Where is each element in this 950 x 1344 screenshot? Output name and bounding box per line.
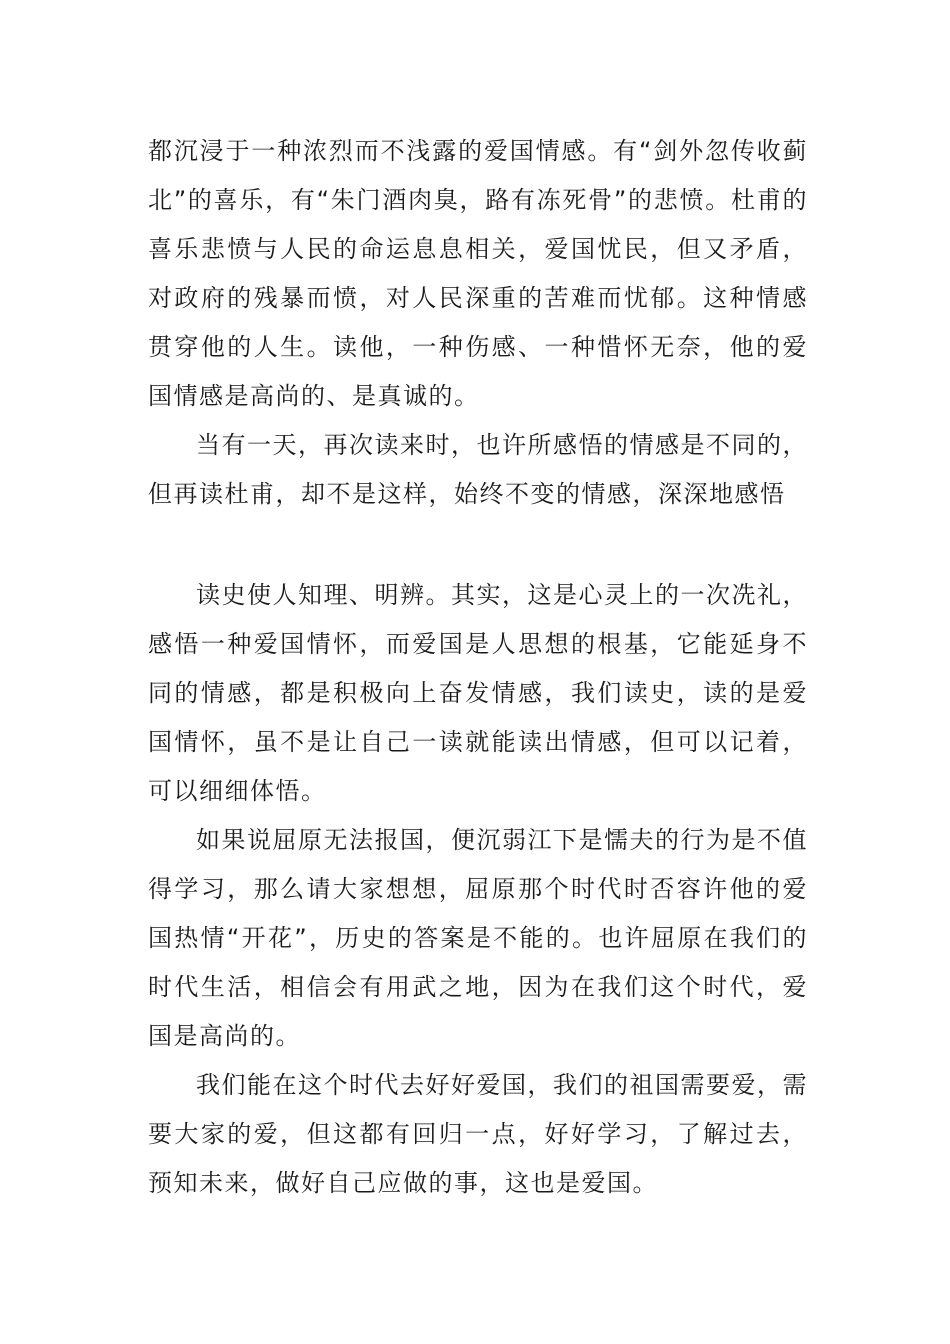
text-block-top <box>148 127 808 519</box>
paragraph-4: 如果说屈原无法报国，便沉弱江下是懦夫的行为是不值得学习，那么请大家想想，屈原那个时代时否容许他的爱国热情“开花”，历史的答案是不能的。也许屈原在我们的时代生活，相信会有用武之地，因为在我们这个时代，爱国是高尚的。 <box>148 826 808 1050</box>
text-block-bottom <box>148 571 808 1208</box>
continuation-paragraph: 都沉浸于一种浓烈而不浅露的爱国情感。有“剑外忽传收蓟北”的喜乐，有“朱门酒肉臭，路有冻死骨”的悲愤。杜甫的喜乐悲愤与人民的命运息息相关，爱国忧民，但又矛盾，对政府的残暴而愤，对人民深重的苦难而忧郁。这种情感贯穿他的人生。读他，一种伤感、一种惜怀无奈，他的爱国情感是高尚的、是真诚的。 <box>148 137 808 410</box>
paragraph-5: 我们能在这个时代去好好爱国，我们的祖国需要爱，需要大家的爱，但这都有回归一点，好好学习，了解过去，预知未来，做好自己应做的事，这也是爱国。 <box>148 1071 808 1197</box>
paragraph-2: 当有一天，再次读来时，也许所感悟的情感是不同的，但再读杜甫，却不是这样，始终不变的情感，深深地感悟 <box>148 431 808 508</box>
paragraph-3: 读史使人知理、明辨。其实，这是心灵上的一次冼礼，感悟一种爱国情怀，而爱国是人思想的根基，它能延身不同的情感，都是积极向上奋发情感，我们读史，读的是爱国情怀，虽不是让自己一读就能读出情感，但可以记着，可以细细体悟。 <box>148 581 808 805</box>
